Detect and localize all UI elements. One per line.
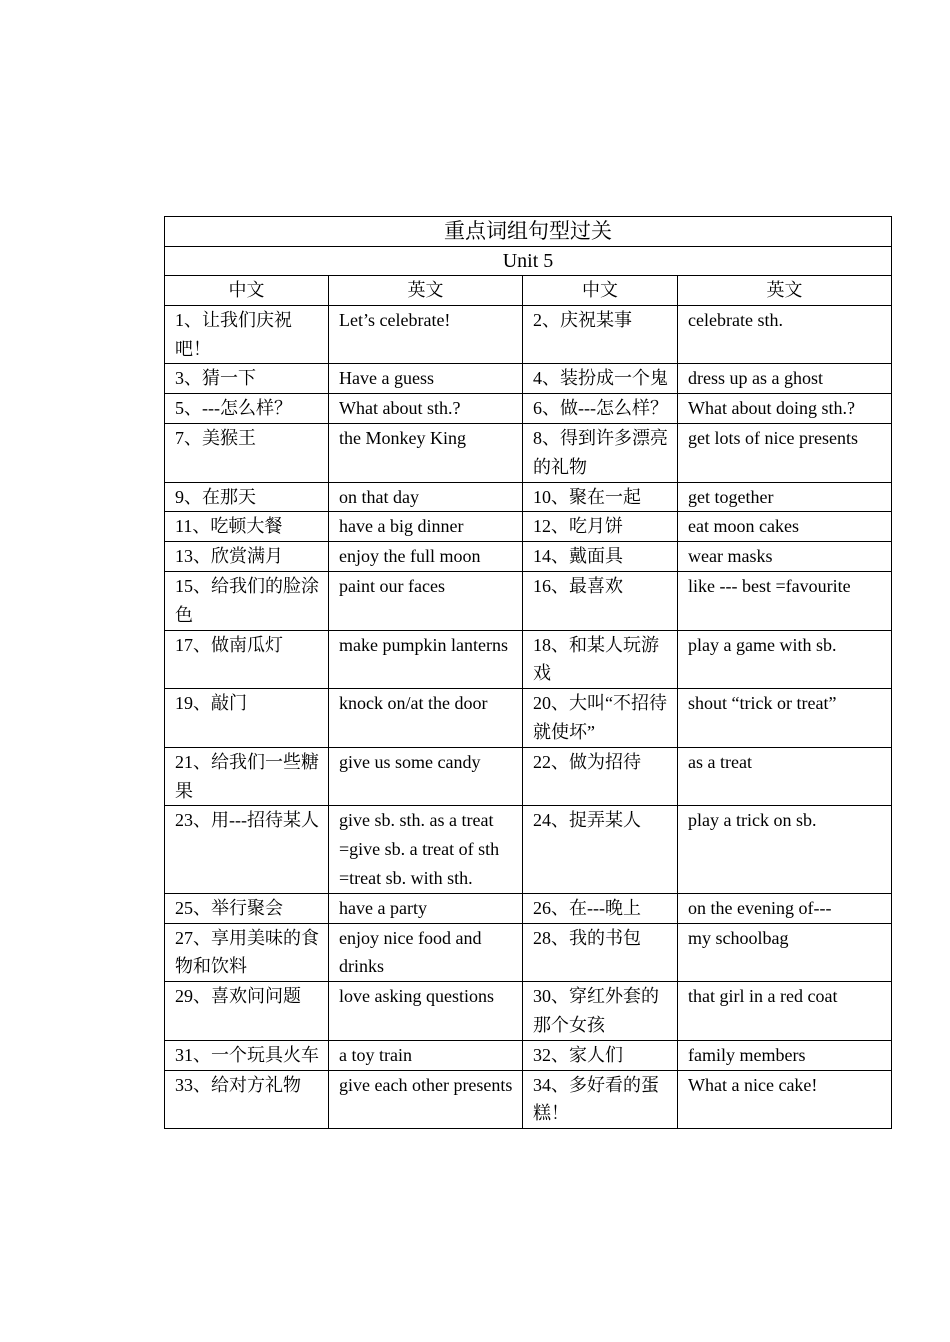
table-row: [165, 512, 892, 542]
chinese-phrase-2: 24、捉弄某人: [523, 806, 678, 893]
chinese-phrase-1: 11、吃顿大餐: [165, 512, 329, 542]
table-row: [165, 482, 892, 512]
chinese-phrase-1: 33、给对方礼物: [165, 1070, 329, 1129]
english-phrase-1: enjoy the full moon: [329, 542, 523, 572]
header-chinese-1: 中文: [165, 276, 329, 306]
table-row: [165, 542, 892, 572]
table-row: [165, 364, 892, 394]
header-english-1: 英文: [329, 276, 523, 306]
english-phrase-1: on that day: [329, 482, 523, 512]
chinese-phrase-1: 21、给我们一些糖果: [165, 747, 329, 806]
english-phrase-2: on the evening of---: [678, 893, 892, 923]
english-phrase-2: family members: [678, 1040, 892, 1070]
table-row: [165, 1070, 892, 1129]
english-phrase-1: enjoy nice food and drinks: [329, 923, 523, 982]
english-phrase-2: that girl in a red coat: [678, 982, 892, 1041]
chinese-phrase-1: 9、在那天: [165, 482, 329, 512]
unit-row: [165, 247, 892, 276]
english-phrase-1: have a party: [329, 893, 523, 923]
english-phrase-1: a toy train: [329, 1040, 523, 1070]
header-chinese-2: 中文: [523, 276, 678, 306]
chinese-phrase-2: 20、大叫“不招待就使坏”: [523, 689, 678, 748]
english-phrase-2: dress up as a ghost: [678, 364, 892, 394]
english-phrase-1: knock on/at the door: [329, 689, 523, 748]
chinese-phrase-2: 10、聚在一起: [523, 482, 678, 512]
title-row: [165, 217, 892, 247]
chinese-phrase-2: 6、做---怎么样？: [523, 394, 678, 424]
english-phrase-1: make pumpkin lanterns: [329, 630, 523, 689]
english-phrase-2: play a game with sb.: [678, 630, 892, 689]
chinese-phrase-2: 26、在---晚上: [523, 893, 678, 923]
english-phrase-2: celebrate sth.: [678, 305, 892, 364]
header-row: [165, 276, 892, 306]
table-row: [165, 1040, 892, 1070]
chinese-phrase-1: 15、给我们的脸涂色: [165, 571, 329, 630]
english-phrase-2: as a treat: [678, 747, 892, 806]
english-phrase-1: give each other presents: [329, 1070, 523, 1129]
vocab-table: [164, 216, 892, 1129]
english-phrase-1: What about sth.?: [329, 394, 523, 424]
chinese-phrase-1: 29、喜欢问问题: [165, 982, 329, 1041]
english-phrase-2: What a nice cake!: [678, 1070, 892, 1129]
header-english-2: 英文: [678, 276, 892, 306]
english-phrase-1: Let’s celebrate!: [329, 305, 523, 364]
chinese-phrase-2: 30、穿红外套的那个女孩: [523, 982, 678, 1041]
english-phrase-2: like --- best =favourite: [678, 571, 892, 630]
chinese-phrase-1: 19、敲门: [165, 689, 329, 748]
table-row: [165, 630, 892, 689]
table-row: [165, 923, 892, 982]
chinese-phrase-2: 22、做为招待: [523, 747, 678, 806]
english-phrase-2: shout “trick or treat”: [678, 689, 892, 748]
chinese-phrase-1: 25、举行聚会: [165, 893, 329, 923]
english-phrase-1: have a big dinner: [329, 512, 523, 542]
table-row: [165, 747, 892, 806]
english-phrase-2: What about doing sth.?: [678, 394, 892, 424]
table-row: [165, 571, 892, 630]
chinese-phrase-2: 16、最喜欢: [523, 571, 678, 630]
english-phrase-2: eat moon cakes: [678, 512, 892, 542]
table-row: [165, 394, 892, 424]
chinese-phrase-2: 4、装扮成一个鬼: [523, 364, 678, 394]
chinese-phrase-2: 34、多好看的蛋糕！: [523, 1070, 678, 1129]
chinese-phrase-2: 12、吃月饼: [523, 512, 678, 542]
chinese-phrase-1: 3、猜一下: [165, 364, 329, 394]
chinese-phrase-1: 17、做南瓜灯: [165, 630, 329, 689]
english-phrase-1: give sb. sth. as a treat =give sb. a treat of sth =treat sb. with sth.: [329, 806, 523, 893]
chinese-phrase-2: 18、和某人玩游戏: [523, 630, 678, 689]
chinese-phrase-2: 28、我的书包: [523, 923, 678, 982]
english-phrase-2: wear masks: [678, 542, 892, 572]
english-phrase-2: my schoolbag: [678, 923, 892, 982]
table-row: [165, 982, 892, 1041]
chinese-phrase-2: 14、戴面具: [523, 542, 678, 572]
chinese-phrase-1: 31、一个玩具火车: [165, 1040, 329, 1070]
table-row: [165, 423, 892, 482]
table-row: [165, 305, 892, 364]
english-phrase-2: get together: [678, 482, 892, 512]
chinese-phrase-1: 13、欣赏满月: [165, 542, 329, 572]
english-phrase-1: paint our faces: [329, 571, 523, 630]
english-phrase-2: get lots of nice presents: [678, 423, 892, 482]
chinese-phrase-2: 2、庆祝某事: [523, 305, 678, 364]
table-row: [165, 689, 892, 748]
table-title: 重点词组句型过关: [165, 217, 892, 247]
chinese-phrase-2: 8、得到许多漂亮的礼物: [523, 423, 678, 482]
unit-label: Unit 5: [165, 247, 892, 276]
chinese-phrase-1: 7、美猴王: [165, 423, 329, 482]
english-phrase-1: Have a guess: [329, 364, 523, 394]
chinese-phrase-1: 23、用---招待某人: [165, 806, 329, 893]
english-phrase-1: the Monkey King: [329, 423, 523, 482]
english-phrase-2: play a trick on sb.: [678, 806, 892, 893]
english-phrase-1: love asking questions: [329, 982, 523, 1041]
chinese-phrase-1: 5、---怎么样？: [165, 394, 329, 424]
table-row: [165, 806, 892, 893]
chinese-phrase-2: 32、家人们: [523, 1040, 678, 1070]
chinese-phrase-1: 1、让我们庆祝吧！: [165, 305, 329, 364]
table-row: [165, 893, 892, 923]
english-phrase-1: give us some candy: [329, 747, 523, 806]
chinese-phrase-1: 27、享用美味的食物和饮料: [165, 923, 329, 982]
